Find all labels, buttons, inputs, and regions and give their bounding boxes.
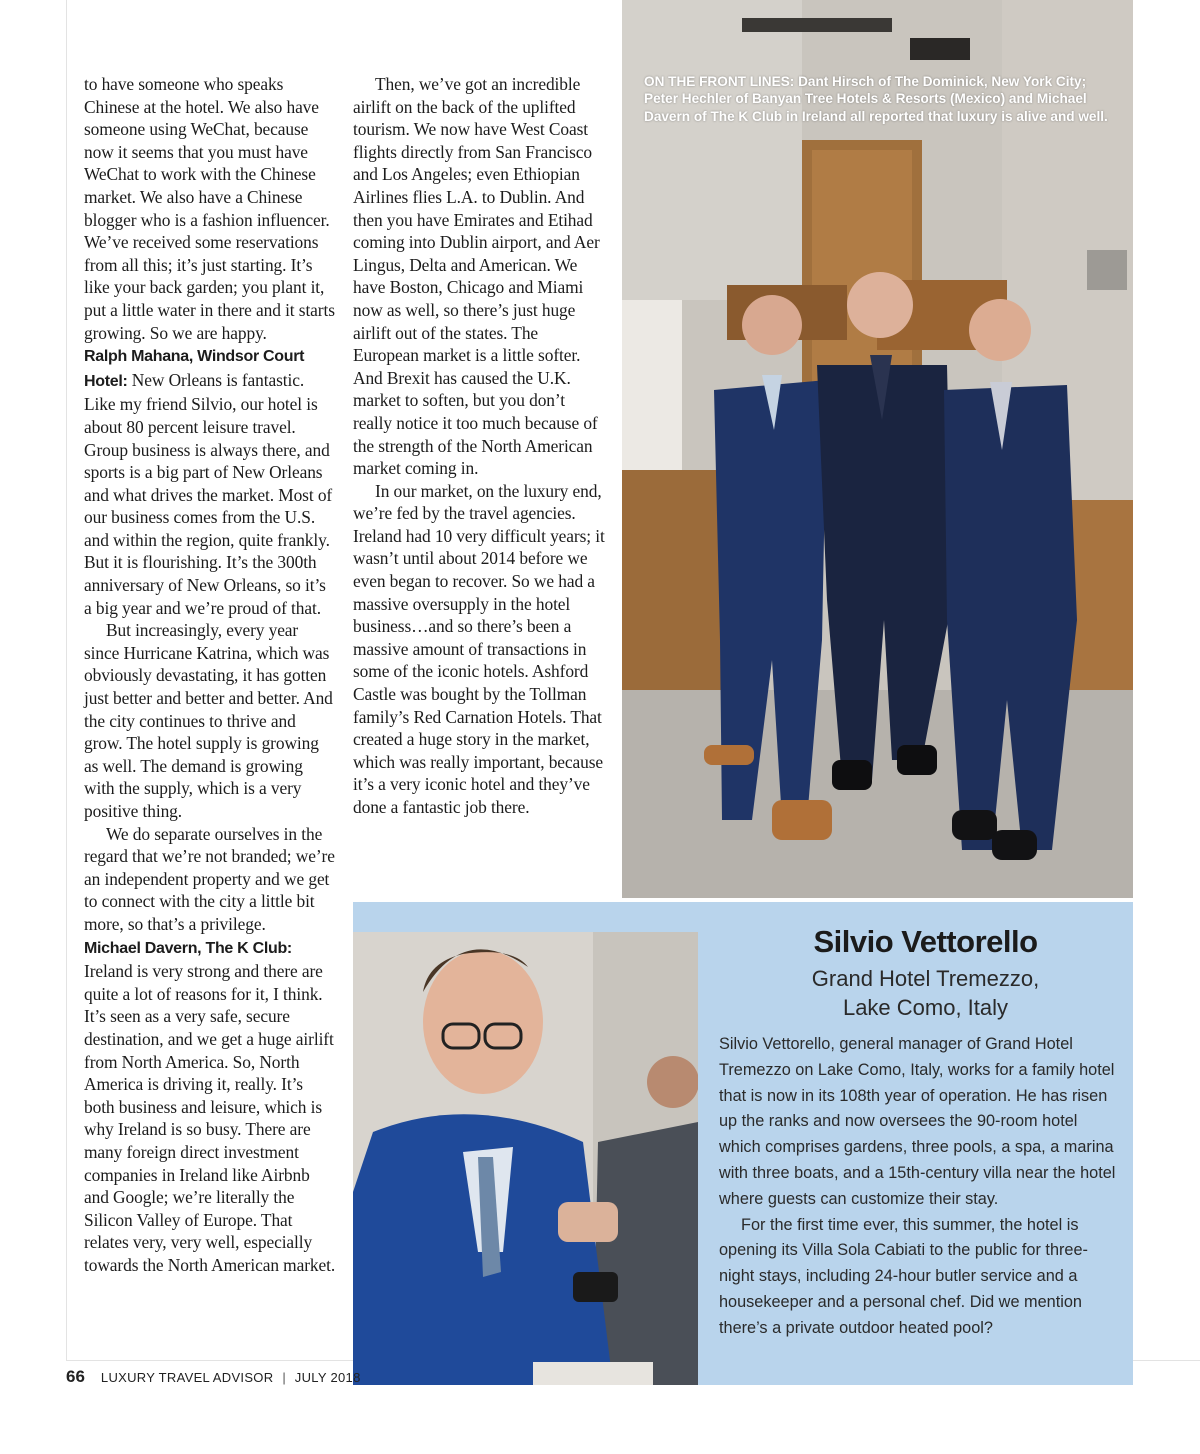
caption-text: Dant Hirsch of The Dominick, New York City; Peter Hechler of Banyan Tree Hotels & Resorts (Mexico) and Michael Davern of The K Club in Ireland all reported that luxury is alive and well.	[644, 74, 1108, 124]
profile-paragraph: Silvio Vettorello, general manager of Grand Hotel Tremezzo on Lake Como, Italy, works for a family hotel that is now in its 108th year of operation. He has risen up the ranks and now oversees the 90-room hotel which comprises gardens, three pools, a spa, a marina with three boats, and a 15th-century villa near the hotel where guests can customize their stay.	[719, 1035, 1116, 1208]
photo-caption	[644, 73, 1114, 125]
profile-name: Silvio Vettorello	[813, 924, 1038, 959]
article-paragraph: We do separate ourselves in the regard that we’re not branded; we’re an independent property and we get to connect with the city a little bit more, so that’s a privilege.	[84, 823, 335, 934]
photo-three-hoteliers	[622, 0, 1133, 898]
profile-hotel-line-2: Lake Como, Italy	[842, 995, 1009, 1020]
article-paragraph: Then, we’ve got an incredible airlift on the back of the uplifted tourism. We now have West Coast flights directly from San Francisco and Los Angeles; even Ethiopian Airlines flies L.A. to Dublin. And then you have Emirates and Etihad coming into Dublin airport, and Aer Lingus, Delta and American. We have Boston, Chicago and Miami now as well, so there’s just huge airlift out of the states. The European market is a little softer. And Brexit has caused the U.K. market to soften, but you don’t really notice it too much because of the strength of the North American market coming in.	[353, 74, 600, 479]
article-paragraph: Ireland is very strong and there are quite a lot of reasons for it, I think. It’s seen as a very safe, secure destination, and we get a huge airlift from North America. So, North America is driving it, really. It’s both business and leisure, which is why Ireland is so busy. There are many foreign direct investment companies in Ireland like Airbnb and Google; we’re literally the Silicon Valley of Europe. That relates very, very well, especially towards the North American market.	[84, 961, 336, 1275]
article-paragraph	[84, 344, 336, 619]
profile-hotel	[698, 964, 1153, 1022]
page-number: 66	[66, 1367, 85, 1386]
footer-separator: |	[282, 1370, 286, 1385]
article-paragraph: But increasingly, every year since Hurricane Katrina, which was obviously devastating, it has gotten just better and better and better. And the city continues to thrive and grow. The hotel supply is growing as well. The demand is growing with the supply, which is a very positive thing.	[84, 620, 333, 821]
paragraph-text: New Orleans is fantastic. Like my friend Silvio, our hotel is about 80 percent leisure travel. Group business is always there, and sports is a big part of New Orleans and what drives the market. Most of our business comes from the U.S. and within the region, quite frankly. But it is flourishing. It’s the 300th anniversary of New Orleans, so it’s a big year and we’re proud of that.	[84, 369, 333, 618]
speaker-name: Ralph Mahana, Windsor Court Hotel:	[84, 348, 305, 390]
article-column-1	[84, 73, 336, 1276]
issue-date: JULY 2018	[294, 1370, 361, 1385]
profile-paragraph: For the first time ever, this summer, the hotel is opening its Villa Sola Cabiati to the public for three-night stays, including 24-hour butler service and a housekeeper and a personal chef. Did we mention there’s a private outdoor heated pool?	[719, 1215, 1088, 1337]
magazine-name: LUXURY TRAVEL ADVISOR	[100, 1370, 274, 1385]
article-paragraph: In our market, on the luxury end, we’re fed by the travel agencies. Ireland had 10 very difficult years; it wasn’t until about 2014 before we even began to recover. So we had a massive oversupply in the hotel business…and so there’s been a massive amount of transactions in some of the iconic hotels. Ashford Castle was bought by the Tollman family’s Red Carnation Hotels. That created a huge story in the market, which was really important, because it’s a very iconic hotel and they’ve done a fantastic job there.	[353, 480, 605, 817]
caption-label: ON THE FRONT LINES:	[644, 74, 795, 89]
article-column-2	[353, 73, 605, 819]
page-margin-rule	[66, 0, 67, 1360]
profile-hotel-line-1: Grand Hotel Tremezzo,	[811, 966, 1040, 991]
speaker-name: Michael Davern, The K Club:	[84, 939, 292, 957]
photo-silvio-vettorello	[353, 932, 698, 1385]
page-footer	[66, 1367, 361, 1391]
article-paragraph: to have someone who speaks Chinese at the hotel. We also have someone using WeChat, because now it seems that you must have WeChat to work with the Chinese market. We also have a Chinese blogger who is a fashion influencer. We’ve received some reservations from all this; it’s just starting. It’s like your back garden; you plant it, put a little water in there and it starts growing. So we are happy.	[84, 74, 335, 343]
profile-body	[719, 1032, 1119, 1342]
article-paragraph	[84, 936, 336, 961]
